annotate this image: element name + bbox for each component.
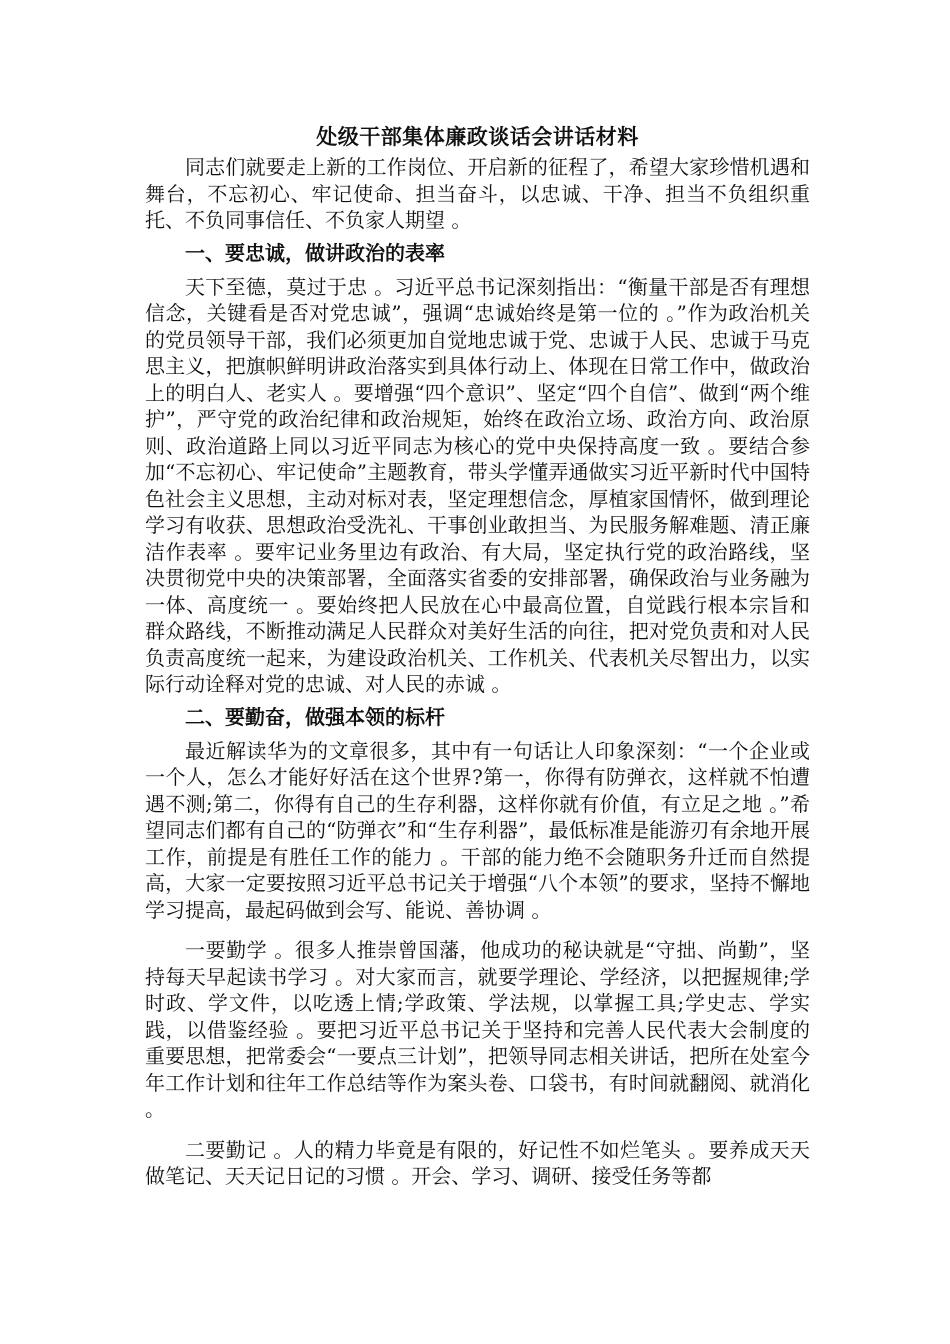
section-2-paragraph-3: 二要勤记 。人的精力毕竟是有限的，好记性不如烂笔头 。要养成天天做笔记、天天记日记的习惯 。开会、学习、调研、接受任务等都 <box>145 1137 810 1188</box>
section-2-paragraph-2: 一要勤学 。很多人推崇曾国藩，他成功的秘诀就是“守拙、尚勤”，坚持每天早起读书学习 。对大家而言，就要学理论、学经济，以把握规律;学时政、学文件，以吃透上情;学政策、学法规，以掌握工具;学史志、学实践，以借鉴经验 。要把习近平总书记关于坚持和完善人民代表大会制度的重要思想，把常委会“一要点三计划”，把领导同志相关讲话，把所在处室今年工作计划和往年工作总结等作为案头卷、口袋书，有时间就翻阅、就消化 。 <box>145 938 810 1121</box>
section-1-heading: 一、要忠诚，做讲政治的表率 <box>185 240 445 265</box>
section-2-heading: 二、要勤奋，做强本领的标杆 <box>185 704 445 729</box>
intro-paragraph: 同志们就要走上新的工作岗位、开启新的征程了，希望大家珍惜机遇和舞台，不忘初心、牢记使命、担当奋斗，以忠诚、干净、担当不负组织重托、不负同事信任、不负家人期望 。 <box>145 155 810 232</box>
section-2-paragraph-1: 最近解读华为的文章很多，其中有一句话让人印象深刻：“一个企业或一个人，怎么才能好好活在这个世界?第一，你得有防弹衣，这样就不怕遭遇不测;第二，你得有自己的生存利器，这样你就有价值，有立足之地 。”希望同志们都有自己的“防弹衣”和“生存利器”，最低标准是能游刃有余地开展工作，前提是有胜任工作的能力 。干部的能力绝不会随职务升迁而自然提高，大家一定要按照习近平总书记关于增强“八个本领”的要求，坚持不懈地学习提高，最起码做到会写、能说、善协调 。 <box>145 738 810 922</box>
section-1-paragraph: 天下至德，莫过于忠 。习近平总书记深刻指出：“衡量干部是否有理想信念，关键看是否对党忠诚”，强调“忠诚始终是第一位的 。”作为政治机关的党员领导干部，我们必须更加自觉地忠诚于党、忠诚于人民、忠诚于马克思主义，把旗帜鲜明讲政治落实到具体行动上、体现在日常工作中，做政治上的明白人、老实人 。要增强“四个意识”、坚定“四个自信”、做到“两个维护”，严守党的政治纪律和政治规矩，始终在政治立场、政治方向、政治原则、政治道路上同以习近平同志为核心的党中央保持高度一致 。要结合参加“不忘初心、牢记使命”主题教育，带头学懂弄通做实习近平新时代中国特色社会主义思想，主动对标对表，坚定理想信念，厚植家国情怀，做到理论学习有收获、思想政治受洗礼、干事创业敢担当、为民服务解难题、清正廉洁作表率 。要牢记业务里边有政治、有大局，坚定执行党的政治路线，坚决贯彻党中央的决策部署，全面落实省委的安排部署，确保政治与业务融为一体、高度统一 。要始终把人民放在心中最高位置，自觉践行根本宗旨和群众路线，不断推动满足人民群众对美好生活的向往，把对党负责和对人民负责高度统一起来，为建设政治机关、工作机关、代表机关尽智出力，以实际行动诠释对党的忠诚、对人民的赤诚 。 <box>145 274 810 696</box>
document-title: 处级干部集体廉政谈话会讲话材料 <box>316 124 639 149</box>
document-body <box>145 122 810 1190</box>
